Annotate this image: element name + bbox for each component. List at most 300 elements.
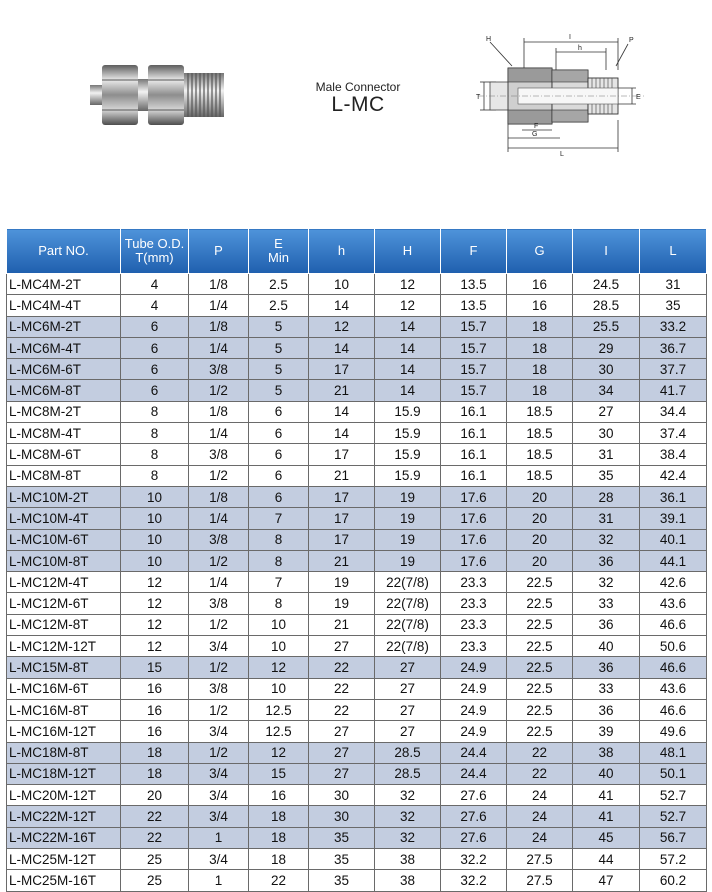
table-cell: 16.1 (441, 465, 507, 486)
table-cell: 22 (249, 870, 309, 891)
table-cell: 33.2 (640, 316, 707, 337)
table-cell: 28.5 (573, 295, 640, 316)
column-header-line1: L (669, 243, 677, 258)
table-row (7, 721, 707, 742)
table-row (7, 359, 707, 380)
part-number-cell: L-MC18M-12T (7, 763, 121, 784)
table-cell: 12.5 (249, 721, 309, 742)
table-cell: 20 (121, 785, 189, 806)
table-cell: 37.7 (640, 359, 707, 380)
table-cell: 1/2 (189, 550, 249, 571)
table-cell: 22 (507, 763, 573, 784)
table-cell: 8 (121, 401, 189, 422)
table-cell: 1/8 (189, 274, 249, 295)
table-cell: 1/4 (189, 295, 249, 316)
table-cell: 44 (573, 849, 640, 870)
table-cell: 19 (309, 572, 375, 593)
table-cell: 21 (309, 614, 375, 635)
table-cell: 12 (121, 636, 189, 657)
table-row (7, 486, 707, 507)
table-cell: 30 (309, 806, 375, 827)
table-cell: 2.5 (249, 295, 309, 316)
table-cell: 3/4 (189, 785, 249, 806)
table-cell: 40 (573, 763, 640, 784)
table-cell: 22.5 (507, 699, 573, 720)
connector-photo (88, 55, 228, 135)
part-number-cell: L-MC25M-12T (7, 849, 121, 870)
table-cell: 22(7/8) (375, 614, 441, 635)
table-cell: 32 (375, 785, 441, 806)
table-cell: 21 (309, 380, 375, 401)
part-number-cell: L-MC6M-6T (7, 359, 121, 380)
product-header (0, 0, 712, 228)
table-cell: 6 (249, 444, 309, 465)
table-cell: 15 (121, 657, 189, 678)
table-cell: 22(7/8) (375, 636, 441, 657)
table-cell: 17 (309, 508, 375, 529)
table-row (7, 785, 707, 806)
table-cell: 1/8 (189, 316, 249, 337)
table-cell: 22(7/8) (375, 572, 441, 593)
table-cell: 22.5 (507, 614, 573, 635)
column-header-i (573, 229, 640, 274)
part-number-cell: L-MC16M-6T (7, 678, 121, 699)
label-T: T (476, 94, 481, 101)
table-cell: 32 (375, 806, 441, 827)
table-cell: 46.6 (640, 614, 707, 635)
part-number-cell: L-MC20M-12T (7, 785, 121, 806)
table-cell: 27 (573, 401, 640, 422)
table-cell: 45 (573, 827, 640, 848)
table-cell: 15.9 (375, 401, 441, 422)
table-cell: 10 (121, 486, 189, 507)
part-number-cell: L-MC6M-8T (7, 380, 121, 401)
table-cell: 35 (309, 849, 375, 870)
column-header-line1: Part NO. (38, 243, 89, 258)
label-h: h (578, 45, 582, 52)
table-header-row (7, 229, 707, 274)
table-cell: 19 (375, 508, 441, 529)
table-cell: 6 (249, 423, 309, 444)
label-E: E (636, 94, 641, 101)
table-cell: 16 (249, 785, 309, 806)
part-number-cell: L-MC8M-8T (7, 465, 121, 486)
table-cell: 6 (121, 316, 189, 337)
table-cell: 33 (573, 678, 640, 699)
table-cell: 35 (573, 465, 640, 486)
table-cell: 27 (309, 636, 375, 657)
table-row (7, 444, 707, 465)
table-cell: 40 (573, 636, 640, 657)
table-cell: 16 (507, 295, 573, 316)
table-cell: 24.4 (441, 742, 507, 763)
table-cell: 23.3 (441, 572, 507, 593)
table-cell: 60.2 (640, 870, 707, 891)
table-cell: 14 (375, 337, 441, 358)
table-cell: 12 (121, 572, 189, 593)
label-H: H (486, 36, 492, 43)
table-cell: 18.5 (507, 401, 573, 422)
table-cell: 16 (121, 678, 189, 699)
table-cell: 27.6 (441, 785, 507, 806)
table-cell: 20 (507, 550, 573, 571)
table-cell: 36 (573, 657, 640, 678)
table-cell: 18 (507, 380, 573, 401)
table-cell: 4 (121, 295, 189, 316)
table-cell: 31 (573, 508, 640, 529)
table-cell: 8 (249, 593, 309, 614)
table-cell: 18 (121, 742, 189, 763)
table-cell: 6 (121, 380, 189, 401)
table-cell: 1/2 (189, 657, 249, 678)
table-cell: 13.5 (441, 295, 507, 316)
table-cell: 42.6 (640, 572, 707, 593)
table-row (7, 678, 707, 699)
table-cell: 27 (375, 699, 441, 720)
column-header-line1: h (337, 243, 346, 258)
table-row (7, 295, 707, 316)
table-cell: 17.6 (441, 550, 507, 571)
table-cell: 4 (121, 274, 189, 295)
part-number-cell: L-MC4M-4T (7, 295, 121, 316)
table-cell: 1/2 (189, 699, 249, 720)
table-cell: 1 (189, 827, 249, 848)
table-cell: 15.9 (375, 423, 441, 444)
table-cell: 28.5 (375, 763, 441, 784)
table-cell: 18.5 (507, 444, 573, 465)
table-cell: 23.3 (441, 614, 507, 635)
part-number-cell: L-MC22M-12T (7, 806, 121, 827)
table-cell: 44.1 (640, 550, 707, 571)
table-cell: 15.9 (375, 465, 441, 486)
table-cell: 8 (121, 423, 189, 444)
table-cell: 10 (121, 529, 189, 550)
table-cell: 39.1 (640, 508, 707, 529)
table-cell: 7 (249, 508, 309, 529)
label-P: P (629, 37, 634, 44)
table-cell: 24 (507, 827, 573, 848)
table-row (7, 699, 707, 720)
table-cell: 5 (249, 359, 309, 380)
table-cell: 1/2 (189, 614, 249, 635)
table-row (7, 636, 707, 657)
part-number-cell: L-MC10M-2T (7, 486, 121, 507)
table-cell: 47 (573, 870, 640, 891)
table-cell: 16.1 (441, 423, 507, 444)
table-cell: 27.6 (441, 827, 507, 848)
table-cell: 50.6 (640, 636, 707, 657)
table-cell: 12 (249, 657, 309, 678)
table-cell: 8 (121, 465, 189, 486)
column-header-line1: P (214, 243, 223, 258)
table-cell: 17 (309, 486, 375, 507)
table-cell: 32 (375, 827, 441, 848)
table-cell: 10 (309, 274, 375, 295)
table-row (7, 550, 707, 571)
table-cell: 1/4 (189, 508, 249, 529)
table-cell: 6 (249, 401, 309, 422)
table-cell: 5 (249, 316, 309, 337)
table-cell: 18 (121, 763, 189, 784)
table-row (7, 274, 707, 295)
table-cell: 32 (573, 529, 640, 550)
part-number-cell: L-MC15M-8T (7, 657, 121, 678)
table-cell: 24.5 (573, 274, 640, 295)
part-number-cell: L-MC8M-4T (7, 423, 121, 444)
table-cell: 12 (375, 274, 441, 295)
table-cell: 22.5 (507, 721, 573, 742)
table-cell: 31 (640, 274, 707, 295)
table-cell: 35 (309, 827, 375, 848)
column-header-line1: E (274, 236, 283, 251)
table-cell: 15.7 (441, 380, 507, 401)
part-number-cell: L-MC16M-12T (7, 721, 121, 742)
table-cell: 25 (121, 870, 189, 891)
table-cell: 17.6 (441, 529, 507, 550)
table-cell: 40.1 (640, 529, 707, 550)
table-cell: 30 (573, 359, 640, 380)
table-cell: 22.5 (507, 657, 573, 678)
table-cell: 3/8 (189, 444, 249, 465)
table-cell: 49.6 (640, 721, 707, 742)
column-header-f (441, 229, 507, 274)
table-cell: 30 (573, 423, 640, 444)
table-cell: 22.5 (507, 636, 573, 657)
table-cell: 14 (309, 337, 375, 358)
table-cell: 15.9 (375, 444, 441, 465)
table-cell: 8 (249, 529, 309, 550)
table-cell: 3/8 (189, 593, 249, 614)
table-cell: 16.1 (441, 401, 507, 422)
table-cell: 19 (375, 529, 441, 550)
table-cell: 12 (309, 316, 375, 337)
table-cell: 12 (375, 295, 441, 316)
table-cell: 24.4 (441, 763, 507, 784)
column-header-g (507, 229, 573, 274)
table-cell: 17.6 (441, 486, 507, 507)
table-cell: 27 (375, 657, 441, 678)
table-cell: 3/4 (189, 849, 249, 870)
dimension-drawing (468, 30, 654, 162)
column-header-line1: I (604, 243, 608, 258)
table-cell: 27 (309, 721, 375, 742)
table-cell: 18.5 (507, 465, 573, 486)
table-cell: 25.5 (573, 316, 640, 337)
column-header-line1: Tube O.D. (124, 236, 185, 251)
table-cell: 52.7 (640, 785, 707, 806)
part-number-cell: L-MC25M-16T (7, 870, 121, 891)
part-number-cell: L-MC8M-2T (7, 401, 121, 422)
table-cell: 3/4 (189, 636, 249, 657)
table-cell: 3/8 (189, 678, 249, 699)
table-cell: 14 (375, 316, 441, 337)
table-row (7, 465, 707, 486)
table-cell: 3/4 (189, 763, 249, 784)
column-header-e (249, 229, 309, 274)
label-F: F (534, 123, 539, 130)
table-cell: 6 (249, 465, 309, 486)
column-header-l (640, 229, 707, 274)
table-cell: 6 (249, 486, 309, 507)
table-cell: 27.5 (507, 849, 573, 870)
part-number-cell: L-MC4M-2T (7, 274, 121, 295)
table-cell: 29 (573, 337, 640, 358)
table-cell: 39 (573, 721, 640, 742)
table-cell: 7 (249, 572, 309, 593)
table-cell: 16 (507, 274, 573, 295)
part-number-cell: L-MC10M-6T (7, 529, 121, 550)
table-cell: 15.7 (441, 359, 507, 380)
table-cell: 1/2 (189, 742, 249, 763)
table-cell: 34 (573, 380, 640, 401)
table-cell: 50.1 (640, 763, 707, 784)
column-header-line1: G (534, 243, 545, 258)
table-cell: 37.4 (640, 423, 707, 444)
column-header-h (309, 229, 375, 274)
table-row (7, 870, 707, 891)
table-cell: 1/4 (189, 572, 249, 593)
table-cell: 36.1 (640, 486, 707, 507)
table-row (7, 806, 707, 827)
table-cell: 21 (309, 465, 375, 486)
table-cell: 15.7 (441, 316, 507, 337)
table-row (7, 508, 707, 529)
table-cell: 6 (121, 359, 189, 380)
column-header-line2: Min (268, 250, 289, 265)
table-cell: 3/4 (189, 721, 249, 742)
table-cell: 38 (573, 742, 640, 763)
table-cell: 3/8 (189, 529, 249, 550)
table-cell: 13.5 (441, 274, 507, 295)
table-cell: 20 (507, 529, 573, 550)
table-cell: 27.5 (507, 870, 573, 891)
table-cell: 24 (507, 785, 573, 806)
table-row (7, 529, 707, 550)
table-cell: 19 (375, 486, 441, 507)
table-cell: 10 (121, 550, 189, 571)
table-cell: 1/2 (189, 465, 249, 486)
part-number-cell: L-MC6M-4T (7, 337, 121, 358)
table-cell: 2.5 (249, 274, 309, 295)
table-cell: 17 (309, 444, 375, 465)
table-cell: 1/4 (189, 423, 249, 444)
table-cell: 10 (249, 678, 309, 699)
table-row (7, 849, 707, 870)
table-cell: 57.2 (640, 849, 707, 870)
table-cell: 31 (573, 444, 640, 465)
product-model: L-MC (331, 93, 385, 116)
table-cell: 30 (309, 785, 375, 806)
table-cell: 24.9 (441, 678, 507, 699)
part-number-cell: L-MC16M-8T (7, 699, 121, 720)
table-cell: 43.6 (640, 593, 707, 614)
table-cell: 1/4 (189, 337, 249, 358)
column-header-p (189, 229, 249, 274)
table-body (7, 274, 707, 892)
table-cell: 42.4 (640, 465, 707, 486)
table-cell: 3/4 (189, 806, 249, 827)
table-cell: 41 (573, 806, 640, 827)
part-number-cell: L-MC12M-12T (7, 636, 121, 657)
column-header-h (375, 229, 441, 274)
table-cell: 27 (375, 678, 441, 699)
table-cell: 38.4 (640, 444, 707, 465)
table-cell: 16.1 (441, 444, 507, 465)
table-cell: 5 (249, 380, 309, 401)
product-title (300, 80, 416, 116)
table-cell: 25 (121, 849, 189, 870)
table-cell: 22.5 (507, 572, 573, 593)
table-cell: 22 (309, 657, 375, 678)
table-row (7, 572, 707, 593)
part-number-cell: L-MC22M-16T (7, 827, 121, 848)
table-cell: 52.7 (640, 806, 707, 827)
table-cell: 32.2 (441, 849, 507, 870)
table-cell: 41.7 (640, 380, 707, 401)
table-cell: 24.9 (441, 721, 507, 742)
table-cell: 33 (573, 593, 640, 614)
table-cell: 34.4 (640, 401, 707, 422)
table-cell: 22.5 (507, 678, 573, 699)
table-cell: 15.7 (441, 337, 507, 358)
part-number-cell: L-MC12M-8T (7, 614, 121, 635)
table-cell: 14 (375, 359, 441, 380)
table-cell: 18 (249, 849, 309, 870)
table-cell: 20 (507, 486, 573, 507)
table-cell: 27 (309, 742, 375, 763)
table-cell: 19 (309, 593, 375, 614)
table-cell: 18 (249, 806, 309, 827)
table-cell: 17 (309, 529, 375, 550)
table-cell: 1/8 (189, 401, 249, 422)
column-header-line2: T(mm) (135, 250, 174, 265)
table-cell: 24.9 (441, 699, 507, 720)
table-cell: 20 (507, 508, 573, 529)
table-row (7, 827, 707, 848)
label-L: L (560, 151, 564, 158)
table-cell: 56.7 (640, 827, 707, 848)
table-cell: 22 (121, 827, 189, 848)
table-cell: 35 (640, 295, 707, 316)
table-row (7, 657, 707, 678)
table-cell: 36.7 (640, 337, 707, 358)
label-G: G (532, 131, 538, 138)
column-header-tube (121, 229, 189, 274)
table-cell: 38 (375, 870, 441, 891)
table-row (7, 763, 707, 784)
table-cell: 24 (507, 806, 573, 827)
table-cell: 18 (507, 359, 573, 380)
table-cell: 23.3 (441, 593, 507, 614)
table-cell: 10 (121, 508, 189, 529)
table-cell: 14 (309, 423, 375, 444)
table-cell: 14 (375, 380, 441, 401)
table-cell: 16 (121, 721, 189, 742)
table-cell: 36 (573, 614, 640, 635)
table-cell: 27 (309, 763, 375, 784)
specification-table (6, 228, 707, 892)
table-cell: 22 (121, 806, 189, 827)
table-cell: 18 (249, 827, 309, 848)
table-row (7, 337, 707, 358)
table-cell: 48.1 (640, 742, 707, 763)
part-number-cell: L-MC18M-8T (7, 742, 121, 763)
table-cell: 22 (309, 678, 375, 699)
part-number-cell: L-MC12M-6T (7, 593, 121, 614)
table-row (7, 316, 707, 337)
table-cell: 21 (309, 550, 375, 571)
product-subtitle: Male Connector (315, 80, 401, 94)
